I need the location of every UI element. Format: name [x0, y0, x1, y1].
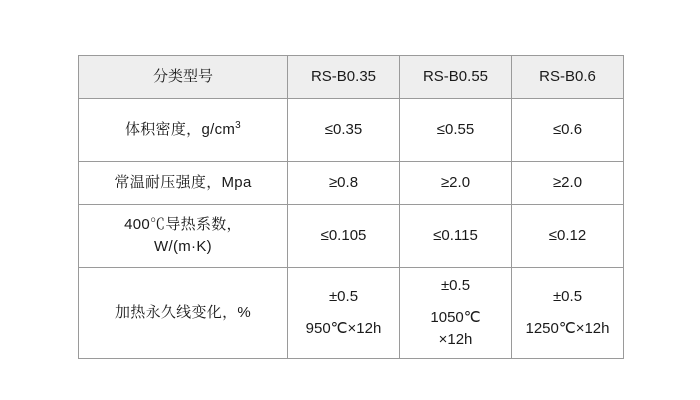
cell-value-condition: 1050℃ [430, 309, 481, 327]
table-header-row [79, 56, 624, 99]
cell-value-condition: 1250℃×12h [525, 320, 610, 337]
row-label-line-2: W/(m·K) [154, 238, 212, 255]
cell-density-1: ≤0.35 [288, 99, 400, 162]
row-label-permanent-linear-change: 加热永久线变化，% [79, 268, 288, 359]
row-label-bulk-density [79, 99, 288, 162]
row-label-compressive-strength: 常温耐压强度，Mpa [79, 162, 288, 205]
cell-conductivity-1: ≤0.105 [288, 205, 400, 268]
header-cell-model-2: RS-B0.55 [400, 56, 512, 99]
table-row [79, 99, 624, 162]
cell-value-tolerance: ±0.5 [440, 277, 471, 295]
header-cell-category: 分类型号 [79, 56, 288, 99]
cell-conductivity-3: ≤0.12 [512, 205, 624, 268]
cell-strength-1: ≥0.8 [288, 162, 400, 205]
row-label-text: 体积密度，g/cm [124, 121, 236, 139]
header-cell-model-1: RS-B0.35 [288, 56, 400, 99]
cell-conductivity-2: ≤0.115 [400, 205, 512, 268]
cell-density-2: ≤0.55 [400, 99, 512, 162]
cell-value-tolerance: ±0.5 [328, 288, 359, 306]
cell-linear-change-3 [512, 268, 624, 359]
cell-value-condition: 950℃×12h [305, 320, 382, 337]
cell-strength-3: ≥2.0 [512, 162, 624, 205]
row-label-line-1: 400℃导热系数， [124, 216, 242, 234]
table-row [79, 162, 624, 205]
cell-density-3: ≤0.6 [512, 99, 624, 162]
superscript-3: 3 [235, 120, 242, 132]
spec-table-container [78, 55, 623, 359]
row-label-thermal-conductivity [79, 205, 288, 268]
cell-value-condition-cont: ×12h [438, 330, 473, 348]
header-cell-model-3: RS-B0.6 [512, 56, 624, 99]
table-row [79, 205, 624, 268]
table-row [79, 268, 624, 359]
cell-strength-2: ≥2.0 [400, 162, 512, 205]
cell-value-tolerance: ±0.5 [552, 288, 583, 306]
specification-table [78, 55, 624, 359]
cell-linear-change-1 [288, 268, 400, 359]
cell-linear-change-2 [400, 268, 512, 359]
